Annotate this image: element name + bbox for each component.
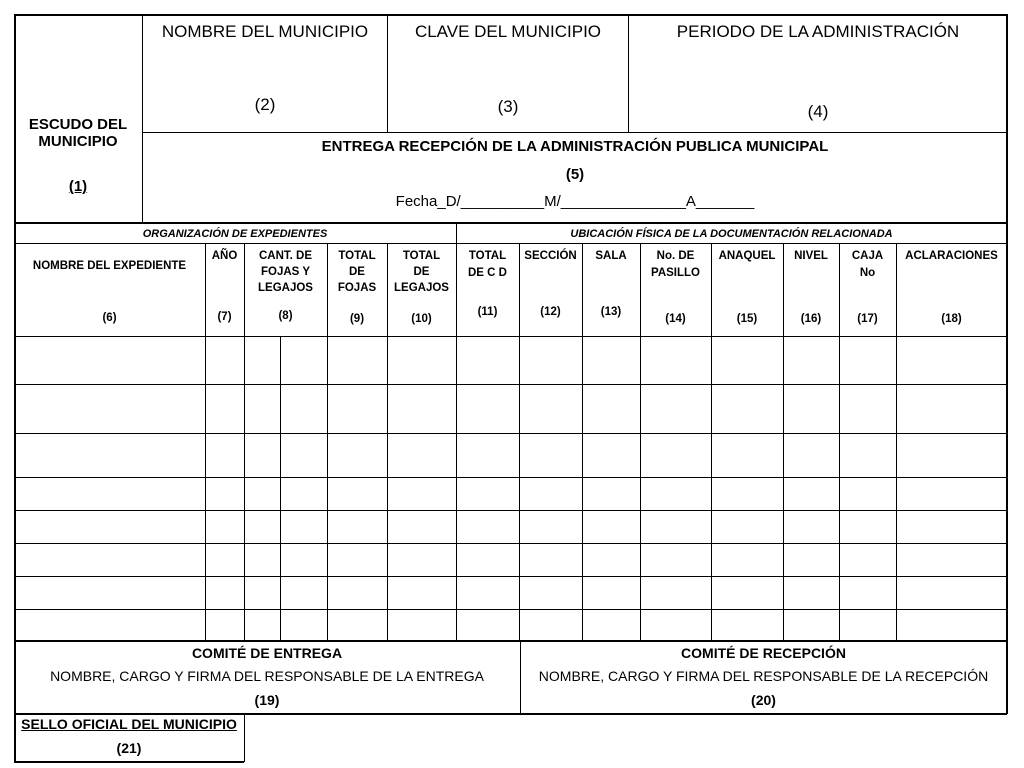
column-header-line: FOJAS Y	[261, 266, 310, 279]
grid-line-v	[711, 243, 712, 640]
column-header-line: AÑO	[211, 250, 238, 262]
entrega-recepcion-title: ENTREGA RECEPCIÓN DE LA ADMINISTRACIÓN PUBLICA MUNICIPAL	[321, 138, 829, 155]
column-header-line: CAJA	[851, 250, 884, 262]
column-header-label	[711, 248, 783, 265]
comite-recepcion-label: COMITÉ DE RECEPCIÓN	[681, 645, 846, 661]
column-header-label	[456, 248, 519, 283]
grid-line-h	[14, 510, 1007, 511]
column-header-label	[582, 248, 640, 265]
grid-line-v	[519, 243, 520, 640]
grid-line-h	[14, 543, 1007, 544]
column-header-number: (17)	[857, 313, 878, 325]
column-header-line: No. DE	[656, 250, 695, 262]
column-header-label	[14, 258, 205, 275]
entrega-recepcion-number: (5)	[565, 166, 585, 183]
column-header-number: (6)	[102, 312, 117, 324]
column-header-line: TOTAL	[402, 250, 441, 262]
grid-line-v	[142, 14, 143, 222]
column-header-label	[783, 248, 839, 265]
grid-line-v	[896, 243, 897, 640]
grid-line-h	[14, 14, 1007, 16]
grid-line-h	[14, 433, 1007, 434]
ubicacion-section-label: UBICACIÓN FÍSICA DE LA DOCUMENTACIÓN RELACIONADA	[570, 228, 893, 240]
column-header-number: (14)	[665, 313, 686, 325]
grid-line-h	[14, 384, 1007, 385]
sello-oficial-label: SELLO OFICIAL DEL MUNICIPIO	[21, 716, 237, 732]
grid-line-v	[327, 243, 328, 640]
grid-line-h	[14, 222, 1007, 224]
column-header-line: DE	[413, 266, 430, 279]
periodo-administracion-label: PERIODO DE LA ADMINISTRACIÓN	[676, 22, 960, 41]
grid-line-h	[14, 336, 1007, 337]
grid-line-v	[244, 243, 245, 640]
fecha-line: Fecha_D/__________M/_______________A_______	[395, 193, 755, 210]
entrega-number: (19)	[254, 692, 280, 708]
escudo-label: ESCUDO DEL MUNICIPIO	[28, 116, 128, 151]
grid-line-v	[244, 713, 245, 762]
grid-line-v	[205, 243, 206, 640]
grid-line-h	[14, 477, 1007, 478]
entrega-responsable-label: NOMBRE, CARGO Y FIRMA DEL RESPONSABLE DE LA ENTREGA	[50, 668, 484, 684]
grid-line-v	[387, 243, 388, 640]
grid-line-h	[14, 640, 1007, 642]
grid-line-v	[456, 243, 457, 640]
column-header-number: (9)	[349, 313, 365, 325]
column-header-number: (15)	[736, 313, 758, 325]
column-header-line: PASILLO	[651, 267, 700, 280]
column-header-line: ANAQUEL	[718, 250, 776, 262]
column-header-line: DE	[349, 266, 365, 279]
grid-line-h	[14, 576, 1007, 577]
column-header-line: LEGAJOS	[258, 282, 313, 295]
nombre-municipio-number: (2)	[254, 95, 276, 114]
column-header-label	[387, 248, 456, 296]
recepcion-number: (20)	[751, 692, 776, 708]
column-header-line: DE C D	[468, 267, 507, 280]
grid-line-v	[640, 243, 641, 640]
column-header-label	[519, 248, 582, 265]
grid-line-v	[783, 243, 784, 640]
clave-municipio-number: (3)	[497, 97, 519, 116]
column-header-line: TOTAL	[468, 250, 507, 262]
column-header-label	[640, 248, 711, 283]
comite-entrega-label: COMITÉ DE ENTREGA	[191, 645, 343, 661]
column-header-label	[244, 248, 327, 296]
column-header-label	[205, 248, 244, 265]
grid-line-h	[14, 609, 1007, 610]
column-header-number: (8)	[278, 310, 293, 322]
column-header-number: (18)	[941, 313, 962, 325]
organizacion-section-label: ORGANIZACIÓN DE EXPEDIENTES	[142, 228, 328, 240]
column-header-line: No	[859, 267, 876, 280]
column-header-number: (13)	[600, 306, 622, 318]
column-header-label	[839, 248, 896, 283]
column-header-line: SECCIÓN	[524, 250, 577, 262]
grid-line-h	[14, 243, 1007, 244]
escudo-number: (1)	[68, 178, 88, 195]
recepcion-responsable-label: NOMBRE, CARGO Y FIRMA DEL RESPONSABLE DE LA RECEPCIÓN	[538, 668, 989, 684]
column-header-line: NIVEL	[794, 250, 828, 262]
sello-oficial-number: (21)	[116, 740, 142, 756]
column-header-line: NOMBRE DEL EXPEDIENTE	[32, 260, 187, 272]
column-header-line: LEGAJOS	[394, 282, 449, 295]
grid-line-h	[14, 713, 1007, 715]
grid-line-v	[839, 243, 840, 640]
grid-line-h	[142, 132, 1007, 133]
grid-line-v	[280, 336, 281, 640]
column-header-line: ACLARACIONES	[905, 250, 998, 262]
column-header-label	[896, 248, 1007, 265]
clave-municipio-label: CLAVE DEL MUNICIPIO	[414, 22, 602, 41]
periodo-administracion-number: (4)	[807, 102, 829, 121]
column-header-number: (10)	[411, 313, 432, 325]
column-header-number: (11)	[477, 306, 498, 318]
column-header-number: (16)	[800, 313, 822, 325]
column-header-number: (7)	[217, 311, 232, 323]
column-header-line: FOJAS	[337, 282, 377, 295]
nombre-municipio-label: NOMBRE DEL MUNICIPIO	[161, 22, 369, 41]
column-header-line: TOTAL	[338, 250, 376, 262]
grid-line-v	[582, 243, 583, 640]
column-header-line: CANT. DE	[258, 250, 313, 262]
column-header-number: (12)	[540, 306, 561, 318]
column-header-label	[327, 248, 387, 296]
column-header-line: SALA	[595, 250, 627, 262]
grid-line-h	[14, 761, 244, 763]
